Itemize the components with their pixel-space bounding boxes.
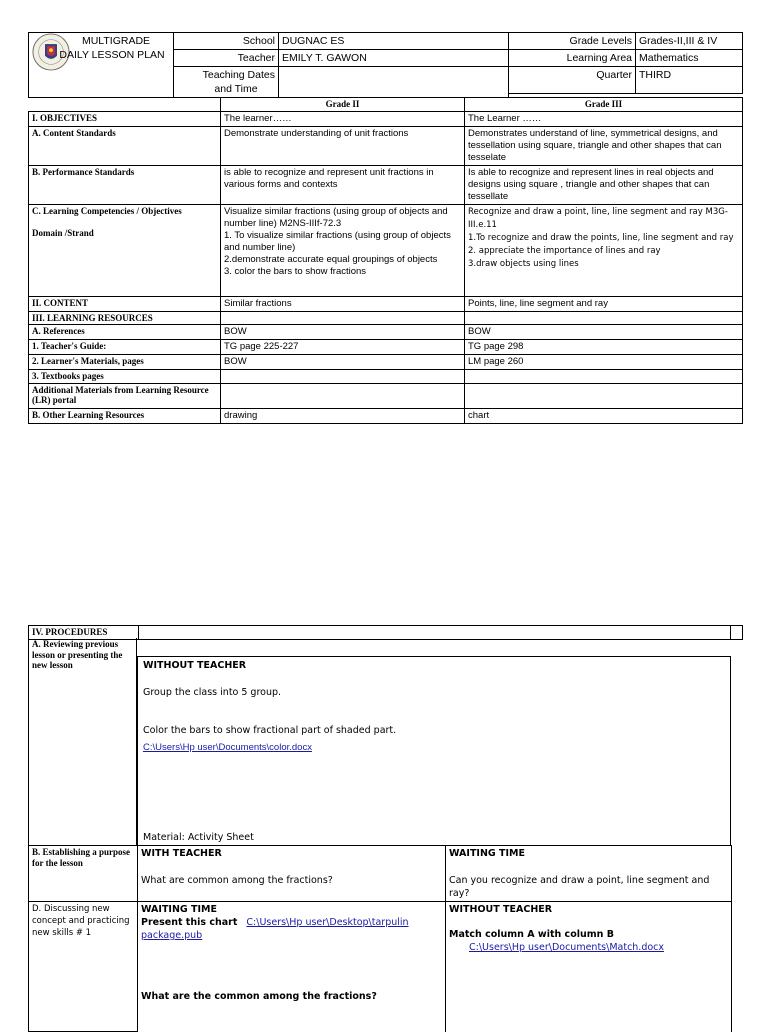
header-table <box>28 32 743 98</box>
teacher-label: Teacher <box>174 50 279 67</box>
competency-g2-line: 2.demonstrate accurate equal groupings of objects <box>224 253 438 265</box>
learning-area-value: Mathematics <box>636 50 743 67</box>
procedure-d-right-heading: WITHOUT TEACHER <box>449 904 553 915</box>
procedures-title-edge <box>731 626 743 640</box>
procedure-a-line1: Group the class into 5 group. <box>143 687 282 698</box>
references-label: A. References <box>29 325 221 340</box>
competency-g2-line: 1. To visualize similar fractions (using group of objects and number line) <box>224 229 451 253</box>
learning-area-label: Learning Area <box>509 50 636 67</box>
procedure-d-left-present: Present this chart <box>141 917 238 928</box>
procedures-title-blank <box>139 626 731 640</box>
teaching-dates-line-2: and Time <box>214 83 258 95</box>
teachers-guide-label: 1. Teacher's Guide: <box>29 340 221 355</box>
teaching-dates-value <box>279 67 509 98</box>
grade3-header: Grade III <box>465 98 743 112</box>
teachers-guide-g2: TG page 225-227 <box>221 340 465 355</box>
procedure-a-heading: WITHOUT TEACHER <box>143 660 247 671</box>
competencies-g2 <box>221 204 465 296</box>
textbooks-g2 <box>221 370 465 384</box>
procedure-b-right-heading: WAITING TIME <box>449 848 525 859</box>
teaching-dates-line-1: Teaching Dates <box>202 69 275 81</box>
objectives-g2: The learner…… <box>221 111 465 126</box>
learners-materials-label: 2. Learner's Materials, pages <box>29 355 221 370</box>
performance-standards-g3: Is able to recognize and represent lines in real objects and designs using square , triangle and other shapes that can tessellate <box>465 165 743 204</box>
teaching-dates-label <box>174 67 279 98</box>
objectives-g3: The Learner …… <box>465 111 743 126</box>
competencies-label <box>29 204 221 296</box>
additional-materials-g2 <box>221 383 465 408</box>
competency-g3-line: 1.To recognize and draw the points, line, line segment and ray <box>468 232 734 243</box>
color-docx-link[interactable]: C:\Users\Hp user\Documents\color.docx <box>143 742 312 753</box>
procedure-b-left-text: What are common among the fractions? <box>141 875 333 886</box>
content-standards-g2: Demonstrate understanding of unit fractions <box>221 126 465 165</box>
grade-levels-label: Grade Levels <box>509 33 636 50</box>
procedure-a-label-cell <box>28 638 137 845</box>
other-resources-g2: drawing <box>221 408 465 423</box>
content-standards-g3: Demonstrates understand of line, symmetrical designs, and tessellation using square, triangle and other shapes that can tesselate <box>465 126 743 165</box>
procedure-d-left-heading: WAITING TIME <box>141 904 217 915</box>
content-label: II. CONTENT <box>29 296 221 311</box>
procedure-d-right <box>446 902 732 1032</box>
learning-resources-g3 <box>465 311 743 325</box>
competency-g3-line: 2. appreciate the importance of lines and ray <box>468 245 661 256</box>
procedure-d-left <box>138 902 446 1032</box>
tarpulin-package-link[interactable]: C:\Users\Hp user\Desktop\tarpulin package.pub <box>141 917 409 941</box>
competency-g2-line: 3. color the bars to show fractions <box>224 265 367 277</box>
performance-standards-label: B. Performance Standards <box>29 165 221 204</box>
textbooks-label: 3. Textbooks pages <box>29 370 221 384</box>
procedure-d-left-question: What are the common among the fractions? <box>141 991 377 1002</box>
quarter-label: Quarter <box>509 67 636 94</box>
title-line-1: MULTIGRADE <box>81 35 151 47</box>
school-label: School <box>174 33 279 50</box>
school-value: DUGNAC ES <box>279 33 509 50</box>
teacher-value: EMILY T. GAWON <box>279 50 509 67</box>
title-cell <box>29 33 174 98</box>
objectives-table <box>28 97 743 424</box>
procedure-a-material: Material: Activity Sheet <box>143 832 254 843</box>
other-resources-label: B. Other Learning Resources <box>29 408 221 423</box>
grade-levels-value: Grades-II,III & IV <box>636 33 743 50</box>
quarter-value: THIRD <box>636 67 743 94</box>
references-g3: BOW <box>465 325 743 340</box>
additional-materials-g3 <box>465 383 743 408</box>
textbooks-g3 <box>465 370 743 384</box>
procedure-a-label: A. Reviewing previous lesson or presenting the new lesson <box>32 639 123 670</box>
performance-standards-g2: is able to recognize and represent unit fractions in various forms and contexts <box>221 165 465 204</box>
competency-g2-line: Visualize similar fractions (using group of objects and number line) M2NS-IIIf-72.3 <box>224 205 448 229</box>
teachers-guide-g3: TG page 298 <box>465 340 743 355</box>
procedure-b-left <box>138 846 446 902</box>
references-g2: BOW <box>221 325 465 340</box>
content-standards-label: A. Content Standards <box>29 126 221 165</box>
procedure-b-table <box>28 845 732 1032</box>
procedure-d-label: D. Discussing new concept and practicing new skills # 1 <box>29 902 138 1032</box>
learning-resources-label: III. LEARNING RESOURCES <box>29 311 221 325</box>
procedure-b-right <box>446 846 732 902</box>
content-g2: Similar fractions <box>221 296 465 311</box>
additional-materials-label: Additional Materials from Learning Resource (LR) portal <box>29 383 221 408</box>
procedures-title: IV. PROCEDURES <box>29 626 139 640</box>
procedure-d-right-text: Match column A with column B <box>449 929 614 940</box>
procedure-a-line2: Color the bars to show fractional part of shaded part. <box>143 725 397 736</box>
procedure-b-label: B. Establishing a purpose for the lesson <box>29 846 138 902</box>
procedure-b-right-text: Can you recognize and draw a point, line segment and ray? <box>449 875 710 899</box>
procedure-b-left-heading: WITH TEACHER <box>141 848 222 859</box>
competency-g3-line: 3.draw objects using lines <box>468 258 579 269</box>
learners-materials-g3: LM page 260 <box>465 355 743 370</box>
match-docx-link[interactable]: C:\Users\Hp user\Documents\Match.docx <box>469 942 665 953</box>
grade2-header: Grade II <box>221 98 465 112</box>
content-g3: Points, line, line segment and ray <box>465 296 743 311</box>
procedure-a-content <box>137 656 731 846</box>
objectives-label: I. OBJECTIVES <box>29 111 221 126</box>
other-resources-g3: chart <box>465 408 743 423</box>
domain-strand-label: Domain /Strand <box>32 228 94 238</box>
title-line-2: DAILY LESSON PLAN <box>59 49 165 61</box>
competency-g3-line: Recognize and draw a point, line, line segment and ray M3G-III.e.11 <box>468 206 728 230</box>
corner-blank <box>29 98 221 112</box>
competencies-g3 <box>465 204 743 296</box>
competencies-title: C. Learning Competencies / Objectives <box>32 205 182 216</box>
learners-materials-g2: BOW <box>221 355 465 370</box>
learning-resources-g2 <box>221 311 465 325</box>
